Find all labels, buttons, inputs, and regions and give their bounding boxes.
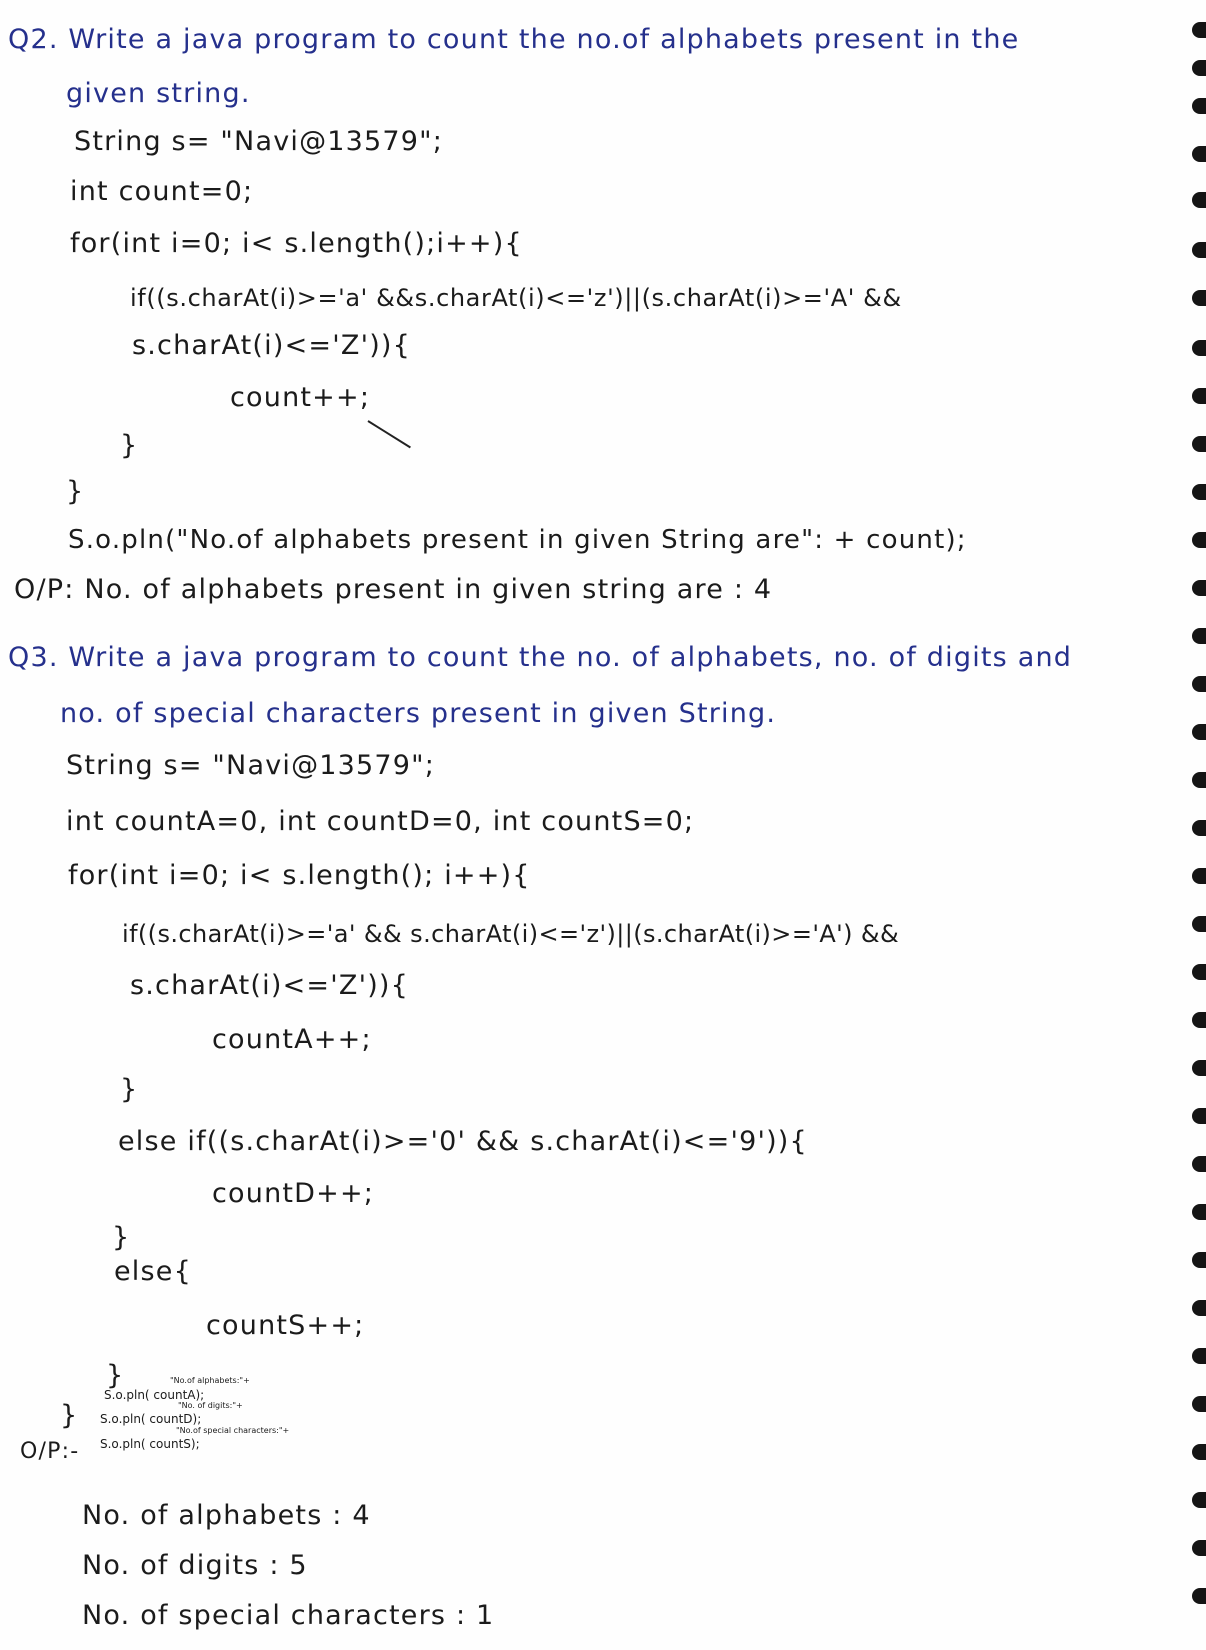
- question-2-title-line1: [8, 22, 1019, 58]
- output-line: No. of alphabets : 4: [82, 1500, 371, 1531]
- code-line: }: [66, 476, 85, 507]
- question-3-title-text: Write a java program to count the no. of alphabets, no. of digits and: [68, 642, 1073, 673]
- output-line: No. of digits : 5: [82, 1550, 308, 1581]
- code-line: s.charAt(i)<='Z')){: [132, 330, 412, 361]
- code-line: if((s.charAt(i)>='a' &&s.charAt(i)<='z')||(s.charAt(i)>='A' &&: [130, 284, 902, 312]
- print-line: S.o.pln( countS);: [100, 1437, 200, 1451]
- code-line: }: [120, 430, 139, 461]
- code-line: for(int i=0; i< s.length(); i++){: [68, 860, 531, 891]
- code-line: }: [120, 1074, 139, 1105]
- question-3-output-label: O/P:-: [20, 1439, 80, 1464]
- question-2-title-line2: given string.: [66, 78, 251, 109]
- question-2-label: Q2.: [8, 24, 59, 55]
- code-line: else{: [114, 1256, 192, 1287]
- question-2-title-text: Write a java program to count the no.of alphabets present in the: [68, 24, 1020, 55]
- question-2-output: [14, 572, 772, 608]
- code-line: else if((s.charAt(i)>='0' && s.charAt(i)<='9')){: [118, 1126, 808, 1157]
- code-line: int count=0;: [70, 176, 254, 207]
- question-3-label: Q3.: [8, 642, 59, 673]
- print-note: "No.of alphabets:"+: [170, 1376, 250, 1385]
- code-line: s.charAt(i)<='Z')){: [130, 970, 410, 1001]
- print-note: "No.of special characters:"+: [176, 1426, 290, 1435]
- code-line: int countA=0, int countD=0, int countS=0;: [66, 806, 695, 837]
- print-note: "No. of digits:"+: [178, 1401, 243, 1410]
- code-line: String s= "Navi@13579";: [66, 750, 436, 781]
- code-line: }: [106, 1360, 125, 1391]
- code-line: if((s.charAt(i)>='a' && s.charAt(i)<='z')||(s.charAt(i)>='A') &&: [122, 920, 900, 948]
- output-line: No. of special characters : 1: [82, 1600, 495, 1631]
- code-line: String s= "Navi@13579";: [74, 126, 444, 157]
- code-line: }: [112, 1222, 131, 1253]
- question-3-title-line2: no. of special characters present in given String.: [60, 698, 777, 729]
- code-line: countD++;: [212, 1178, 375, 1209]
- print-line: S.o.pln( countA);: [104, 1388, 205, 1402]
- print-line: S.o.pln( countD);: [100, 1412, 202, 1426]
- code-line: S.o.pln("No.of alphabets present in given String are": + count);: [68, 525, 967, 555]
- question-3-title-line1: [8, 640, 1072, 676]
- code-line: }: [60, 1400, 79, 1431]
- code-line: for(int i=0; i< s.length();i++){: [70, 228, 523, 259]
- output-label: O/P:: [14, 574, 75, 605]
- output-text: No. of alphabets present in given string are : 4: [84, 574, 773, 605]
- code-line: countA++;: [212, 1024, 372, 1055]
- code-line: count++;: [230, 382, 371, 413]
- code-line: countS++;: [206, 1310, 365, 1341]
- pen-stroke: [367, 420, 410, 448]
